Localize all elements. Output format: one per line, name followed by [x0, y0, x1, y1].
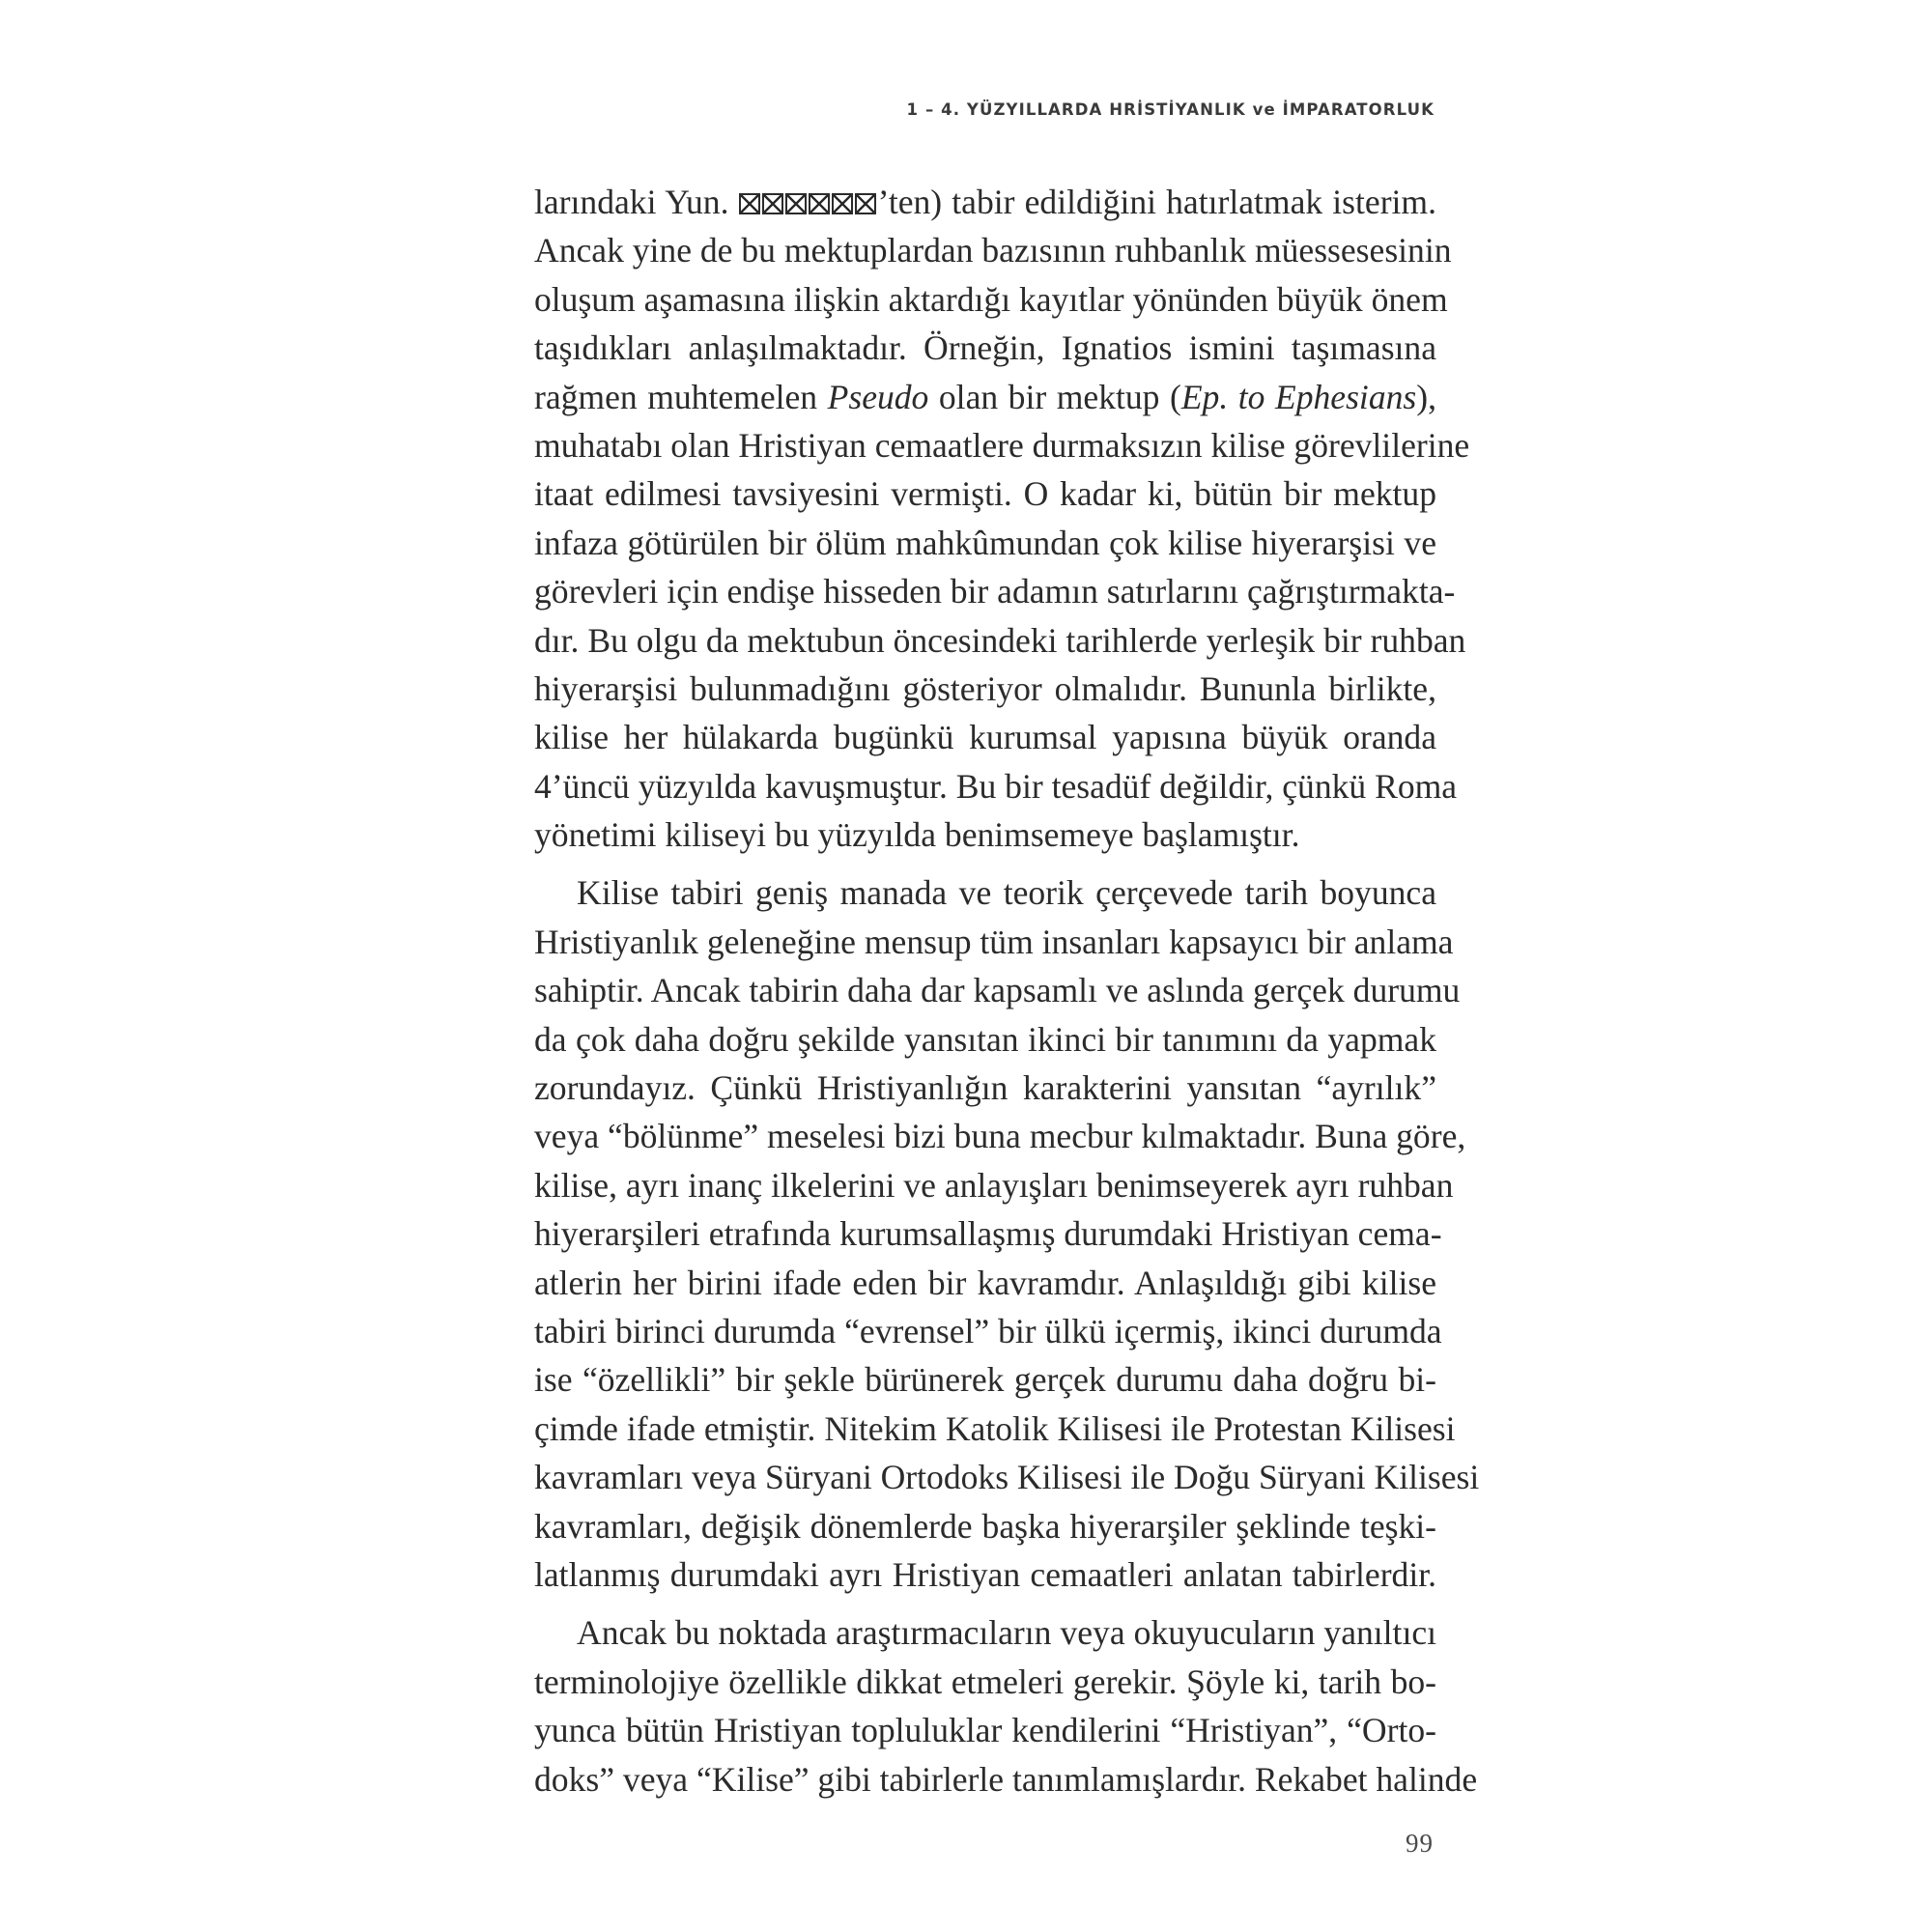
paragraph-gap: [534, 1599, 1436, 1608]
text-line: oluşum aşamasına ilişkin aktardığı kayıtlar yönünden büyük önem: [534, 279, 1448, 319]
text-line: sahiptir. Ancak tabirin daha dar kapsamlı ve aslında gerçek durumu: [534, 971, 1461, 1010]
text-line: görevleri için endişe hisseden bir adamın satırlarını çağrıştırmakta-: [534, 572, 1456, 611]
text-line: zorundayız. Çünkü Hristiyanlığın karakterini yansıtan “ayrılık”: [534, 1068, 1436, 1108]
text-line: Hristiyanlık geleneğine mensup tüm insanları kapsayıcı bir anlama: [534, 922, 1454, 961]
text-fragment: rağmen muhtemelen: [534, 377, 828, 416]
text-line: tabiri birinci durumda “evrensel” bir ülkü içermiş, ikinci durumda: [534, 1311, 1442, 1350]
text-line: atlerin her birini ifade eden bir kavramdır. Anlaşıldığı gibi kilise: [534, 1263, 1436, 1302]
missing-glyph-icon: [832, 193, 853, 214]
text-line: kilise her hülakarda bugünkü kurumsal yapısına büyük oranda: [534, 718, 1436, 757]
text-line: veya “bölünme” meselesi bizi buna mecbur kılmaktadır. Buna göre,: [534, 1117, 1466, 1156]
missing-glyph-icon: [855, 193, 876, 214]
text-line: taşıdıkları anlaşılmaktadır. Örneğin, Ignatios ismini taşımasına: [534, 328, 1436, 368]
text-line: doks” veya “Kilise” gibi tabirlerle tanımlamışlardır. Rekabet halinde: [534, 1759, 1478, 1799]
text-line: yönetimi kiliseyi bu yüzyılda benimsemeye başlamıştır.: [534, 815, 1300, 855]
missing-glyph-icon: [739, 193, 760, 214]
text-line: kavramları, değişik dönemlerde başka hiyerarşiler şeklinde teşki-: [534, 1506, 1436, 1546]
text-line: 4’üncü yüzyılda kavuşmuştur. Bu bir tesadüf değildir, çünkü Roma: [534, 766, 1458, 806]
text-line: [534, 178, 1436, 226]
text-line: Kilise tabiri geniş manada ve teorik çerçevede tarih boyunca: [577, 873, 1436, 913]
missing-glyphs-icon: [739, 178, 878, 226]
text-line: hiyerarşisi bulunmadığını gösteriyor olmalıdır. Bununla birlikte,: [534, 668, 1436, 708]
text-line: kilise, ayrı inanç ilkelerini ve anlayışları benimseyerek ayrı ruhban: [534, 1165, 1454, 1205]
text-line: kavramları veya Süryani Ortodoks Kilisesi ile Doğu Süryani Kilisesi: [534, 1458, 1480, 1497]
text-fragment: larındaki Yun.: [534, 183, 739, 221]
missing-glyph-icon: [785, 193, 807, 214]
text-fragment: ),: [1416, 377, 1436, 416]
text-line: yunca bütün Hristiyan topluluklar kendilerini “Hristiyan”, “Orto-: [534, 1711, 1436, 1750]
text-line: itaat edilmesi tavsiyesini vermişti. O kadar ki, bütün bir mektup: [534, 474, 1436, 514]
missing-glyph-icon: [762, 193, 783, 214]
text-line: da çok daha doğru şekilde yansıtan ikinci bir tanımını da yapmak: [534, 1019, 1436, 1059]
text-line: infaza götürülen bir ölüm mahkûmundan çok kilise hiyerarşisi ve: [534, 523, 1436, 562]
italic-title: Ep. to Ephesians: [1180, 377, 1417, 416]
body-text: [534, 178, 1480, 1804]
running-header: 1 – 4. YÜZYILLARDA HRİSTİYANLIK ve İMPARATORLUK: [906, 100, 1435, 119]
text-line: [534, 373, 1436, 421]
page-number: 99: [1406, 1829, 1434, 1858]
paragraph: [534, 868, 1480, 1599]
text-line: hiyerarşileri etrafında kurumsallaşmış durumdaki Hristiyan cema-: [534, 1214, 1442, 1254]
text-fragment: olan bir mektup (: [928, 377, 1181, 416]
italic-term: Pseudo: [827, 377, 929, 416]
text-line: muhatabı olan Hristiyan cemaatlere durmaksızın kilise görevlilerine: [534, 425, 1470, 465]
text-line: Ancak bu noktada araştırmacıların veya okuyucuların yanıltıcı: [577, 1613, 1436, 1653]
text-line: latlanmış durumdaki ayrı Hristiyan cemaatleri anlatan tabirlerdir.: [534, 1554, 1436, 1594]
text-fragment: ’ten) tabir edildiğini hatırlatmak isterim.: [877, 183, 1436, 221]
paragraph: [534, 178, 1470, 859]
paragraph-gap: [534, 859, 1436, 868]
paragraph: [534, 1608, 1478, 1804]
text-line: çimde ifade etmiştir. Nitekim Katolik Kilisesi ile Protestan Kilisesi: [534, 1408, 1456, 1448]
text-line: ise “özellikli” bir şekle bürünerek gerçek durumu daha doğru bi-: [534, 1360, 1436, 1400]
text-line: dır. Bu olgu da mektubun öncesindeki tarihlerde yerleşik bir ruhban: [534, 620, 1466, 660]
text-line: terminolojiye özellikle dikkat etmeleri gerekir. Şöyle ki, tarih bo-: [534, 1662, 1436, 1701]
missing-glyph-icon: [809, 193, 830, 214]
text-line: Ancak yine de bu mektuplardan bazısının ruhbanlık müessesesinin: [534, 231, 1452, 270]
